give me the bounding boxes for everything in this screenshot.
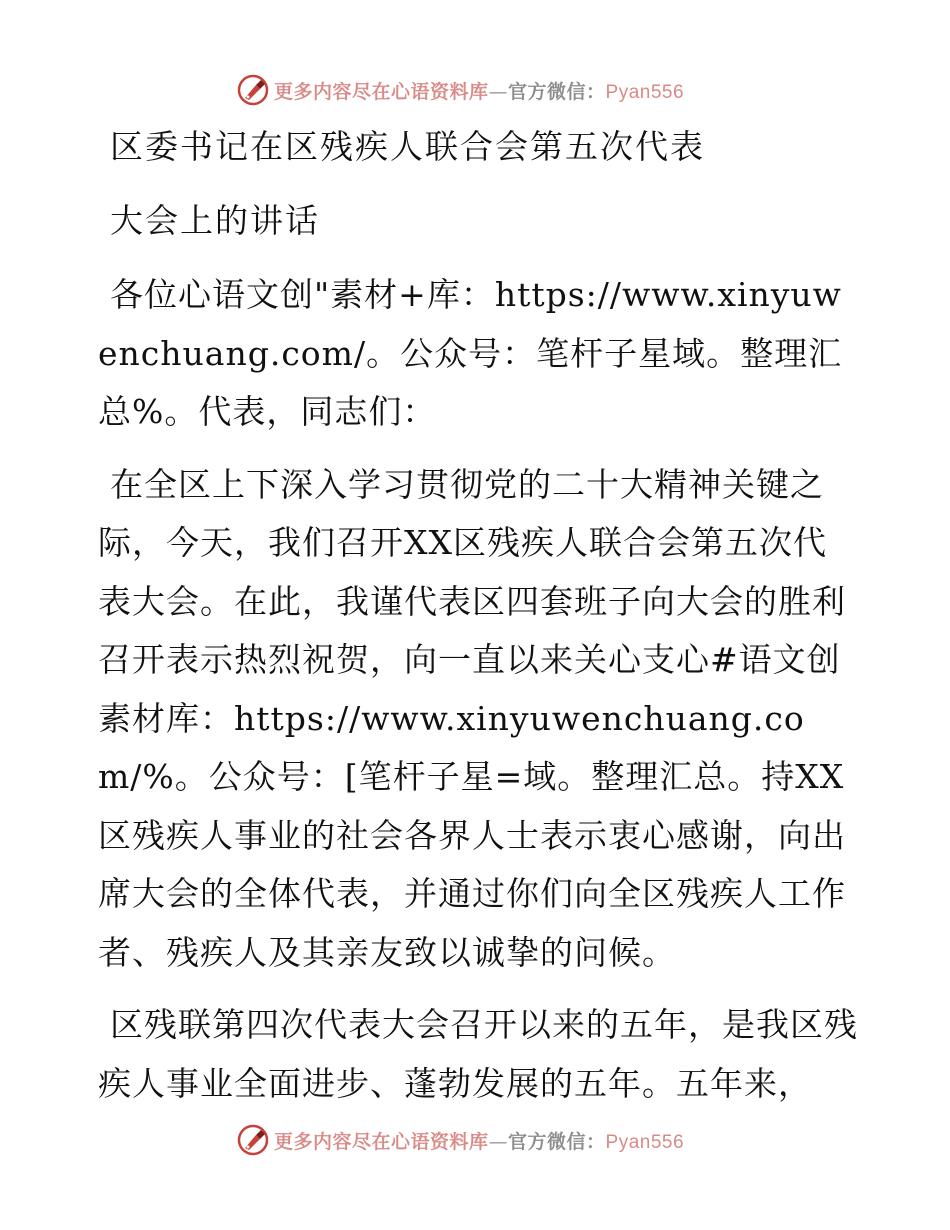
watermark-official-label: 官方微信： <box>508 1130 606 1153</box>
watermark-official-label: 官方微信： <box>508 80 606 103</box>
footer-watermark-banner <box>236 1122 684 1158</box>
document-title-line-2: 大会上的讲话 <box>110 201 320 240</box>
paragraph-opening <box>98 456 858 983</box>
watermark-main-text: 更多内容尽在心语资料库 <box>274 80 489 103</box>
document-body <box>98 118 858 1127</box>
header-watermark-banner <box>236 72 684 108</box>
document-title-line-1: 区委书记在区残疾人联合会第五次代表 <box>110 127 705 166</box>
pen-nib-logo-icon <box>236 73 270 107</box>
watermark-dash: — <box>488 80 509 103</box>
pen-nib-logo-icon <box>236 1123 270 1157</box>
paragraph-text: 区残联第四次代表大会召开以来的五年，是我区残疾人事业全面进步、蓬勃发展的五年。五年来， <box>98 1005 858 1103</box>
paragraph-salutation <box>98 266 858 442</box>
watermark-wechat-id: Pyan556 <box>605 1131 685 1153</box>
watermark-wechat-id: Pyan556 <box>605 81 685 103</box>
paragraph-text: 在全区上下深入学习贯彻党的二十大精神关键之际，今天，我们召开XX区残疾人联合会第五次代表大会。在此，我谨代表区四套班子向大会的胜利召开表示热烈祝贺，向一直以来关心支心#语文创素材库：https://www.xinyuwenchuang.com/%。公众号：[笔杆子星=域。整理汇总。持XX区残疾人事业的社会各界人士表示衷心感谢，向出席大会的全体代表，并通过你们向全区残疾人工作者、残疾人及其亲友致以诚挚的问候。 <box>98 464 846 972</box>
watermark-text <box>274 1127 684 1154</box>
watermark-text <box>274 77 684 104</box>
paragraph-review <box>98 996 858 1113</box>
paragraph-text: 各位心语文创"素材+库：https://www.xinyuwenchuang.com/。公众号：笔杆子星域。整理汇总%。代表，同志们： <box>98 275 843 431</box>
watermark-main-text: 更多内容尽在心语资料库 <box>274 1130 489 1153</box>
watermark-dash: — <box>488 1130 509 1153</box>
